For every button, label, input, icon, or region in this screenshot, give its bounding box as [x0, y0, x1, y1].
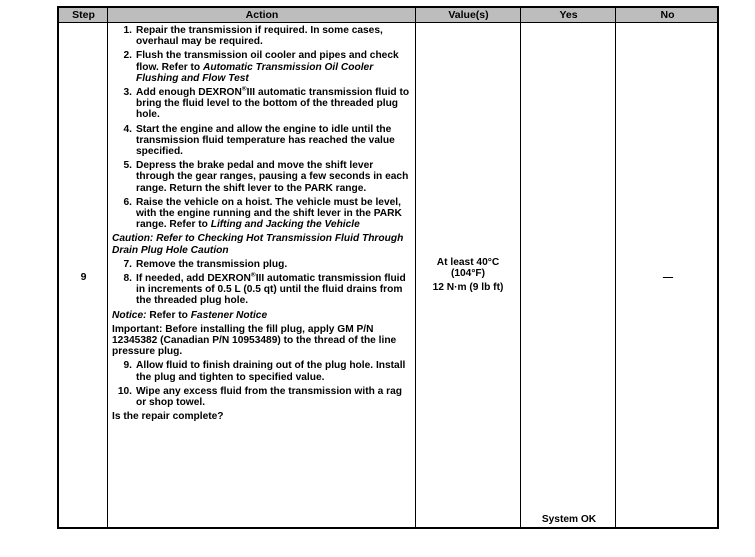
step-text: [136, 160, 408, 193]
registered-mark: ®: [250, 271, 256, 279]
column-divider: [107, 8, 108, 527]
action-steps-group: [112, 360, 412, 408]
step-text-pre: If needed, add DEXRON: [136, 273, 251, 285]
header-no: No: [660, 9, 675, 21]
step-index: 2.: [123, 50, 132, 62]
step-text: [136, 50, 399, 83]
step-index: 5.: [123, 160, 132, 172]
caution-text: Caution: Refer to Checking Hot Transmission Fluid Through Drain Plug Hole Caution: [112, 233, 404, 256]
step-text-main: Repair the transmission if required. In some cases, overhaul may be required.: [136, 25, 383, 48]
action-step: [112, 160, 412, 194]
value-temp-f: (104°F): [450, 268, 486, 280]
step-text-main: Allow fluid to finish draining out of the plug hole. Install the plug and tighten to specified value.: [136, 360, 406, 383]
header-step: Step: [72, 9, 95, 21]
question-text: Is the repair complete?: [112, 411, 224, 423]
action-step: [112, 386, 412, 408]
registered-mark: ®: [241, 85, 247, 93]
step-text: [136, 360, 405, 382]
value-cell: [416, 257, 520, 293]
step-number: 9: [80, 271, 87, 283]
step-text-post: III automatic transmission fluid to bring the fluid level to the bottom of the threaded plug hole.: [136, 87, 410, 121]
step-text: [136, 259, 287, 270]
step-text-main: Remove the transmission plug.: [136, 258, 288, 270]
procedure-table: [57, 6, 719, 529]
action-step: [112, 360, 412, 382]
header-action: Action: [245, 9, 279, 21]
action-steps-group: [112, 259, 412, 307]
step-index: 1.: [123, 25, 132, 36]
action-step: [112, 273, 412, 307]
action-step: [112, 87, 412, 121]
notice-link: Fastener Notice: [190, 309, 268, 321]
notice-label: Notice:: [112, 309, 147, 321]
notice-body: Refer to: [146, 309, 191, 321]
step-text-post: III automatic transmission fluid in increments of 0.5 L (0.5 qt) until the fluid drains from the threaded plug hole.: [136, 273, 406, 307]
step-text: [136, 87, 409, 120]
step-text: [136, 273, 406, 306]
step-text-main: Wipe any excess fluid from the transmission with a rag or shop towel.: [136, 385, 402, 409]
step-index: 4.: [123, 123, 132, 135]
column-divider: [520, 8, 521, 527]
no-cell: —: [662, 272, 674, 283]
action-cell: [112, 25, 412, 426]
step-reference-link: Automatic Transmission Oil Cooler Flushing and Flow Test: [136, 61, 374, 84]
step-index: 7.: [123, 258, 132, 270]
header-values: Value(s): [448, 9, 489, 21]
step-text-main: Start the engine and allow the engine to idle until the transmission fluid temperature has reached the value specified.: [136, 123, 395, 158]
action-step: [112, 197, 412, 231]
notice-text: [112, 310, 412, 321]
important-label: Important:: [112, 323, 163, 335]
column-divider: [615, 8, 616, 527]
step-text: [136, 386, 402, 408]
step-text: [136, 25, 383, 47]
step-text-main: Depress the brake pedal and move the shift lever through the gear ranges, pausing a few seconds in each range. Return the shift lever to the PARK range.: [136, 160, 409, 194]
step-text: [136, 197, 402, 230]
action-step: [112, 124, 412, 158]
step-reference-link: Lifting and Jacking the Vehicle: [210, 219, 360, 231]
table-header: [59, 8, 717, 23]
header-yes: Yes: [559, 9, 578, 21]
step-text-main: Flush the transmission oil cooler and pipes and check flow. Refer to: [136, 50, 399, 73]
value-temp: At least 40°C: [436, 257, 500, 268]
step-index: 6.: [123, 196, 132, 208]
step-text-pre: Add enough DEXRON: [136, 87, 242, 99]
step-text-main: Raise the vehicle on a hoist. The vehicle must be level, with the engine running and the shift lever in the PARK range. Refer to: [136, 196, 402, 231]
yes-cell: System OK: [541, 514, 597, 525]
step-index: 8.: [123, 273, 132, 285]
step-text: [136, 124, 395, 157]
action-step: [112, 50, 412, 84]
step-index: 10.: [117, 385, 132, 397]
important-text: [112, 324, 412, 358]
value-torque: 12 N·m (9 lb ft): [432, 281, 504, 293]
action-step: [112, 25, 412, 47]
step-index: 9.: [123, 360, 132, 372]
action-steps-group: [112, 25, 412, 230]
step-index: 3.: [123, 87, 132, 99]
important-body: Before installing the fill plug, apply GM P/N 12345382 (Canadian P/N 10953489) to the thread of the line pressure plug.: [112, 323, 397, 358]
action-step: [112, 259, 412, 270]
